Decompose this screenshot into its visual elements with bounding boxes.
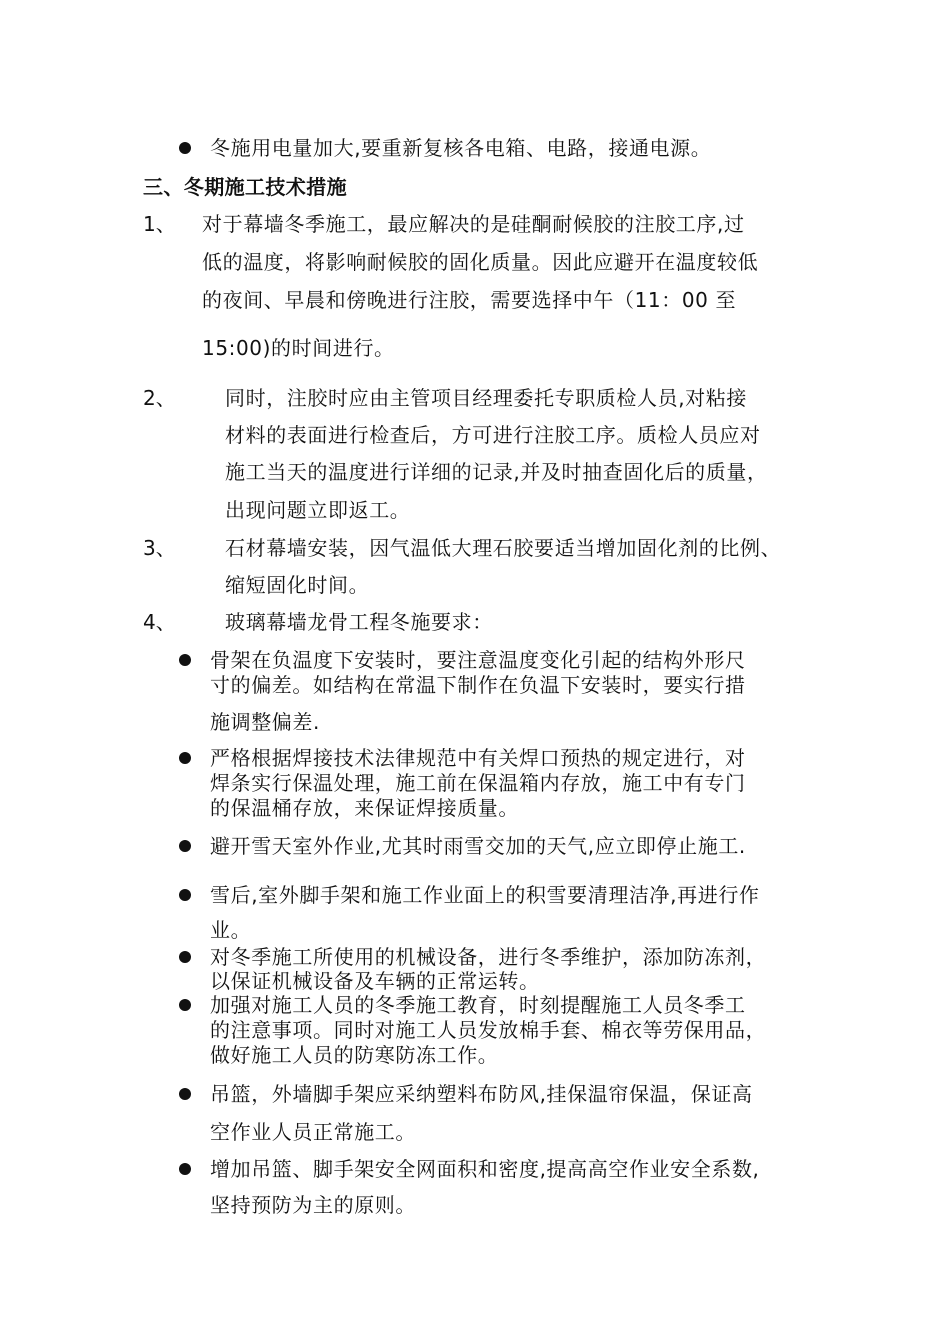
item-number: 1、 [143,212,176,236]
item-2-line-1: 同时，注胶时应由主管项目经理委托专职质检人员,对粘接 [225,386,747,410]
bullet-6-line-1: 加强对施工人员的冬季施工教育，时刻提醒施工人员冬季工 [210,993,746,1017]
bullet-1-line-1: 骨架在负温度下安装时，要注意温度变化引起的结构外形尺 [210,648,746,672]
bullet-icon [179,1088,191,1100]
item-1-line-3: 的夜间、早晨和傍晚进行注胶，需要选择中午（11：00 至 [202,288,737,312]
bullet-2-line-1: 严格根据焊接技术法律规范中有关焊口预热的规定进行，对 [210,746,746,770]
item-2-line-2: 材料的表面进行检查后，方可进行注胶工序。质检人员应对 [225,423,761,447]
item-3-line-1: 石材幕墙安装，因气温低大理石胶要适当增加固化剂的比例、 [225,536,782,560]
bullet-1-line-3: 施调整偏差. [210,710,320,734]
item-number: 3、 [143,536,176,560]
bullet-6-line-2: 的注意事项。同时对施工人员发放棉手套、棉衣等劳保用品， [210,1018,767,1042]
bullet-7-line-1: 吊篮，外墙脚手架应采纳塑料布防风,挂保温帘保温，保证高 [210,1082,753,1106]
item-3-line-2: 缩短固化时间。 [225,573,370,597]
bullet-1-line-2: 寸的偏差。如结构在常温下制作在负温下安装时，要实行措 [210,673,746,697]
item-2-line-4: 出现问题立即返工。 [225,498,411,522]
intro-bullet-text: 冬施用电量加大,要重新复核各电箱、电路，接通电源。 [210,136,712,160]
bullet-icon [179,142,191,154]
bullet-4-line-1: 雪后,室外脚手架和施工作业面上的积雪要清理洁净,再进行作 [210,883,760,907]
bullet-icon [179,951,191,963]
item-number: 2、 [143,386,176,410]
item-1-line-4: 15:00)的时间进行。 [202,336,395,360]
bullet-icon [179,999,191,1011]
item-2-line-3: 施工当天的温度进行详细的记录,并及时抽查固化后的质量， [225,460,768,484]
bullet-icon [179,1163,191,1175]
bullet-2-line-3: 的保温桶存放，来保证焊接质量。 [210,796,519,820]
bullet-7-line-2: 空作业人员正常施工。 [210,1120,416,1144]
bullet-2-line-2: 焊条实行保温处理，施工前在保温箱内存放，施工中有专门 [210,771,746,795]
bullet-8-line-1: 增加吊篮、脚手架安全网面积和密度,提高高空作业安全系数, [210,1157,760,1181]
bullet-5-line-1: 对冬季施工所使用的机械设备，进行冬季维护，添加防冻剂， [210,945,767,969]
bullet-icon [179,752,191,764]
item-1-line-2: 低的温度，将影响耐候胶的固化质量。因此应避开在温度较低 [202,250,759,274]
bullet-icon [179,889,191,901]
section-title: 三、冬期施工技术措施 [143,175,347,199]
item-1-line-1: 对于幕墙冬季施工，最应解决的是硅酮耐候胶的注胶工序,过 [202,212,745,236]
bullet-8-line-2: 坚持预防为主的原则。 [210,1193,416,1217]
bullet-4-line-2: 业。 [210,918,252,942]
bullet-6-line-3: 做好施工人员的防寒防冻工作。 [210,1043,499,1067]
bullet-5-line-2: 以保证机械设备及车辆的正常运转。 [210,969,540,993]
bullet-icon [179,840,191,852]
bullet-3-line-1: 避开雪天室外作业,尤其时雨雪交加的天气,应立即停止施工. [210,834,746,858]
bullet-icon [179,654,191,666]
item-4-line-1: 玻璃幕墙龙骨工程冬施要求： [225,610,493,634]
item-number: 4、 [143,610,176,634]
